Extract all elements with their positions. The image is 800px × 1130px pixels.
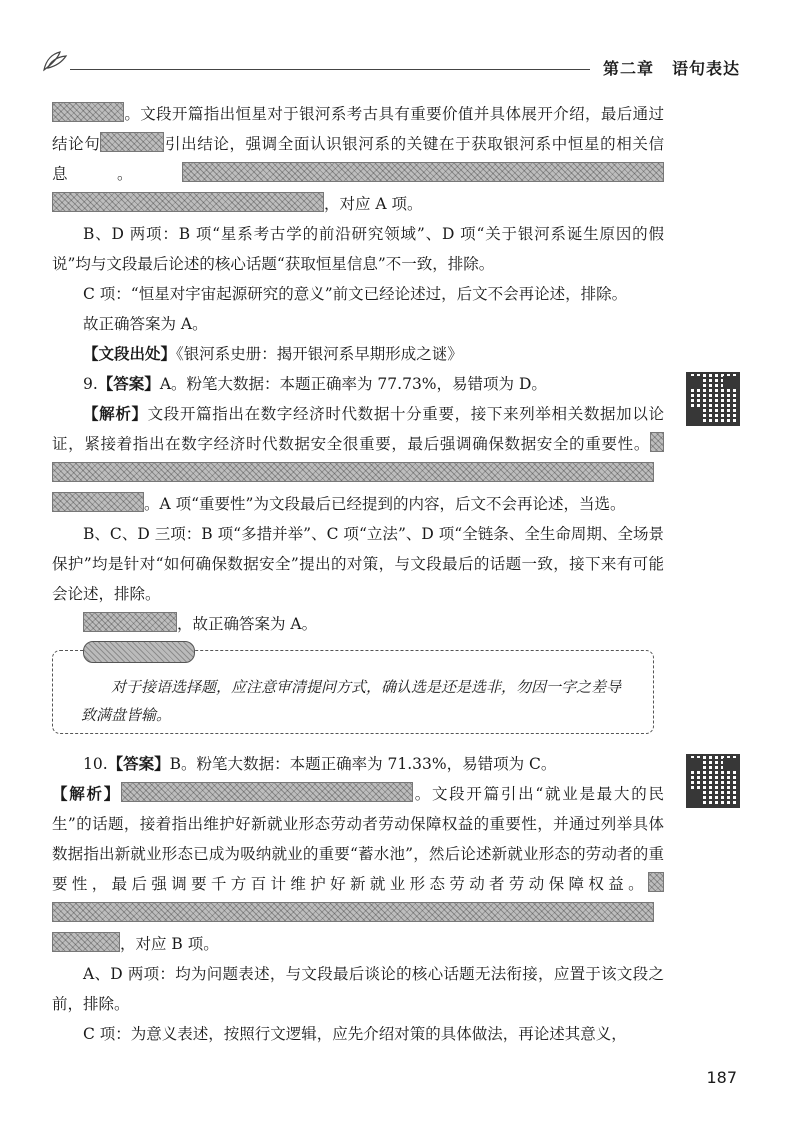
chapter-heading (603, 56, 740, 79)
header-rule (70, 69, 590, 70)
tip-title-badge (83, 641, 195, 663)
q9-analysis-paragraph: 【解析】文段开篇指出在数字经济时代数据十分重要，接下来列举相关数据加以论证，紧接着指出在数字经济时代数据安全很重要，最后强调确保数据安全的重要性。。A 项“重要性”为文段最后已经提到的内容，后文不会再论述，当选。 (52, 405, 664, 513)
page-number: 187 (706, 1068, 737, 1087)
tip-box (52, 650, 654, 734)
q10-analysis-paragraph: 【解析】 。文段开篇引出“就业是最大的民生”的话题，接着指出维护好新就业形态劳动者劳动保障权益的重要性，并通过列举具体数据指出新就业形态已成为吸纳就业的重要“蓄水池”，然后论述新就业形态的劳动者的重要性，最后强调要千方百计维护好新就业形态劳动者劳动保障权益。，对应 B 项。 (52, 779, 664, 959)
q9-answer-line: 9.【答案】A。粉笔大数据：本题正确率为 77.73%，易错项为 D。 (83, 375, 547, 393)
redacted-text (52, 102, 124, 122)
redacted-text (83, 612, 177, 632)
q8-option-c: C 项：“恒星对宇宙起源研究的意义”前文已经论述过，后文不会再论述，排除。 (83, 285, 628, 303)
redacted-text (648, 872, 664, 892)
qr-code-icon[interactable] (686, 754, 740, 808)
leaf-ornament-icon (40, 48, 70, 74)
source-line (52, 339, 664, 369)
q10-option-ad: A、D 两项：均为问题表述，与文段最后谈论的核心话题无法衔接，应置于该文段之前，排除。 (52, 965, 664, 1013)
redacted-text (650, 432, 664, 452)
redacted-text (121, 782, 413, 802)
qr-code-icon[interactable] (686, 372, 740, 426)
q8-option-bd: B、D 两项：B 项“星系考古学的前沿研究领域”、D 项“关于银河系诞生原因的假说”均与文段最后论述的核心话题“获取恒星信息”不一致，排除。 (52, 225, 664, 273)
redacted-text (52, 932, 120, 952)
chapter-number: 第二章 (602, 59, 654, 78)
redacted-text (52, 192, 324, 212)
q9-conclusion: ，故正确答案为 A。 (52, 609, 664, 639)
redacted-text (52, 462, 654, 482)
chapter-title: 语句表达 (671, 59, 740, 78)
page-header (40, 40, 740, 80)
q9-option-bcd: B、C、D 三项：B 项“多措并举”、C 项“立法”、D 项“全链条、全生命周期、全场景保护”均是针对“如何确保数据安全”提出的对策，与文段最后的话题一致，接下来有可能会论述，排除。 (52, 525, 664, 603)
q10-answer-line: 10.【答案】B。粉笔大数据：本题正确率为 71.33%，易错项为 C。 (83, 755, 557, 773)
redacted-text (182, 162, 664, 182)
q10-content (52, 749, 664, 1049)
tip-text: 对于接语选择题，应注意审清提问方式，确认选是还是选非，勿因一字之差导致满盘皆输。 (81, 678, 622, 724)
source-label: 【文段出处】 (83, 345, 177, 363)
q8-conclusion: 故正确答案为 A。 (83, 315, 208, 333)
redacted-text (100, 132, 164, 152)
q10-option-c: C 项：为意义表述，按照行文逻辑，应先介绍对策的具体做法，再论述其意义， (83, 1025, 627, 1043)
redacted-text (52, 902, 654, 922)
redacted-text (52, 492, 144, 512)
q8-analysis-paragraph: 。文段开篇指出恒星对于银河系考古具有重要价值并具体展开介绍，最后通过结论句 引出结论，强调全面认识银河系的关键在于获取银河系中恒星的相关信息。，对应 A 项。 (52, 99, 664, 219)
source-text: 《银河系史册：揭开银河系早期形成之谜》 (176, 345, 463, 363)
page-content (52, 99, 664, 639)
